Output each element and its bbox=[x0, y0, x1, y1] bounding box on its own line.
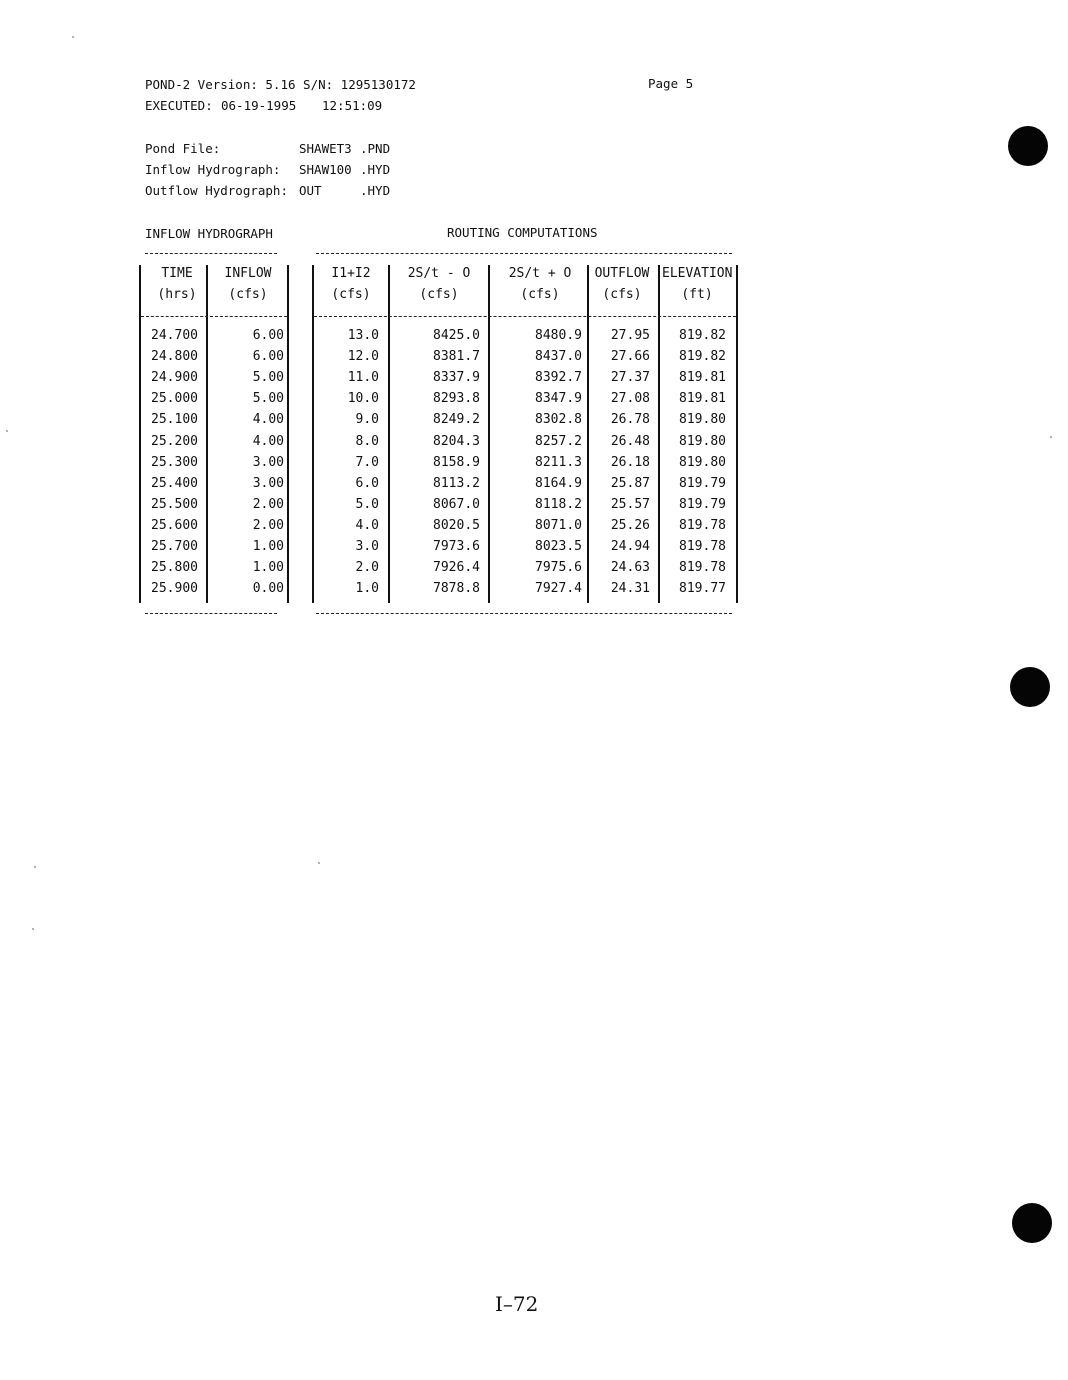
column-header: INFLOW bbox=[224, 266, 272, 281]
table-cell: 24.900 bbox=[151, 370, 198, 386]
table-cell: 819.82 bbox=[679, 328, 726, 343]
executed-label: EXECUTED: bbox=[145, 98, 213, 113]
column-header: ELEVATION bbox=[662, 266, 733, 281]
scan-speck bbox=[6, 430, 8, 432]
table-cell: 819.77 bbox=[679, 581, 726, 597]
table-cell: 10.0 bbox=[347, 391, 379, 407]
column-header: I1+I2 bbox=[331, 266, 371, 281]
table-cell: 26.18 bbox=[610, 454, 650, 470]
table-cell: 819.80 bbox=[679, 433, 726, 449]
punch-hole-middle bbox=[1010, 667, 1050, 707]
table-cell: 8249.2 bbox=[433, 412, 480, 428]
table-cell: 27.08 bbox=[610, 391, 650, 407]
table-cell: 24.31 bbox=[610, 581, 650, 597]
table-cell: 6.0 bbox=[355, 475, 379, 491]
table-cell: 26.78 bbox=[610, 412, 650, 428]
pond-file-name: SHAWET3 bbox=[299, 141, 352, 156]
table-cell: 7927.4 bbox=[535, 581, 582, 597]
scan-speck bbox=[1050, 436, 1052, 438]
table-cell: 5.0 bbox=[355, 496, 379, 512]
table-cell: 8425.0 bbox=[433, 328, 480, 343]
inflow-hydrograph-section-title: INFLOW HYDROGRAPH bbox=[145, 226, 273, 241]
punch-hole-bottom bbox=[1012, 1203, 1052, 1243]
table-cell: 8164.9 bbox=[535, 475, 582, 491]
column-unit: (cfs) bbox=[419, 287, 459, 302]
table-cell: 12.0 bbox=[347, 349, 379, 365]
table-cell: 3.0 bbox=[355, 539, 379, 554]
routing-computations-section-title: ROUTING COMPUTATIONS bbox=[447, 225, 598, 240]
column-header: TIME bbox=[161, 266, 193, 281]
table-cell: 25.200 bbox=[151, 433, 198, 449]
table-cell: 8480.9 bbox=[535, 328, 582, 343]
table-cell: 8020.5 bbox=[433, 517, 480, 533]
pond-file-label: Pond File: bbox=[145, 141, 221, 156]
rule-header-inflow bbox=[141, 316, 287, 317]
table-cell: 6.00 bbox=[252, 328, 284, 343]
table-cell: 2.00 bbox=[252, 517, 284, 533]
table-cell: 8302.8 bbox=[535, 412, 582, 428]
table-cell: 819.79 bbox=[679, 475, 726, 491]
table-cell: 8067.0 bbox=[433, 496, 480, 512]
scan-speck bbox=[34, 866, 36, 868]
table-cell: 25.87 bbox=[610, 475, 650, 491]
table-cell: 24.700 bbox=[151, 328, 198, 343]
table-cell: 25.26 bbox=[610, 517, 650, 533]
column-unit: (cfs) bbox=[331, 287, 371, 302]
table-cell: 25.500 bbox=[151, 496, 198, 512]
column-header: OUTFLOW bbox=[594, 266, 650, 281]
table-cell: 819.82 bbox=[679, 349, 726, 365]
table-cell: 819.81 bbox=[679, 370, 726, 386]
table-cell: 25.400 bbox=[151, 475, 198, 491]
table-cell: 7878.8 bbox=[433, 581, 480, 597]
table-cell: 819.80 bbox=[679, 412, 726, 428]
table-cell: 25.000 bbox=[151, 391, 198, 407]
table-cell: 4.00 bbox=[252, 412, 284, 428]
rule-header-routing bbox=[314, 316, 736, 317]
table-cell: 13.0 bbox=[347, 328, 379, 343]
table-cell: 8381.7 bbox=[433, 349, 480, 365]
table-cell: 8437.0 bbox=[535, 349, 582, 365]
column-unit: (hrs) bbox=[157, 287, 197, 302]
rule-top-routing bbox=[316, 253, 732, 254]
executed-time: 12:51:09 bbox=[322, 98, 383, 113]
table-cell: 26.48 bbox=[610, 433, 650, 449]
outflow-hydrograph-label: Outflow Hydrograph: bbox=[145, 183, 288, 198]
punch-hole-top bbox=[1008, 126, 1048, 166]
table-cell: 25.57 bbox=[610, 496, 650, 512]
rule-top-inflow bbox=[145, 253, 277, 254]
table-cell: 8257.2 bbox=[535, 433, 582, 449]
pond-file-ext: .PND bbox=[360, 141, 391, 156]
table-cell: 819.78 bbox=[679, 517, 726, 533]
table-cell: 8118.2 bbox=[535, 496, 582, 512]
table-cell: 8158.9 bbox=[433, 454, 480, 470]
table-cell: 24.800 bbox=[151, 349, 198, 365]
rule-bottom-routing bbox=[316, 613, 732, 614]
table-cell: 7926.4 bbox=[433, 560, 480, 576]
column-header: 2S/t + O bbox=[508, 266, 572, 281]
page-id: I–72 bbox=[495, 1292, 539, 1316]
table-cell: 7975.6 bbox=[535, 560, 582, 576]
table-cell: 9.0 bbox=[355, 412, 379, 428]
table-cell: 4.00 bbox=[252, 433, 284, 449]
version-line: POND-2 Version: 5.16 S/N: 1295130172 bbox=[145, 77, 416, 92]
column-unit: (cfs) bbox=[520, 287, 560, 302]
column-divider bbox=[736, 265, 738, 603]
table-cell: 7973.6 bbox=[433, 539, 480, 554]
scan-speck bbox=[32, 928, 34, 930]
table-cell: 8113.2 bbox=[433, 475, 480, 491]
table-cell: 27.37 bbox=[610, 370, 650, 386]
scan-speck bbox=[318, 862, 320, 864]
table-cell: 27.95 bbox=[610, 328, 650, 343]
table-cell: 7.0 bbox=[355, 454, 379, 470]
column-header: 2S/t - O bbox=[407, 266, 471, 281]
outflow-hydrograph-name: OUT bbox=[299, 183, 322, 198]
table-cell: 4.0 bbox=[355, 517, 379, 533]
rule-bottom-inflow bbox=[145, 613, 277, 614]
table-cell: 2.0 bbox=[355, 560, 379, 576]
table-cell: 25.800 bbox=[151, 560, 198, 576]
table-cell: 8293.8 bbox=[433, 391, 480, 407]
table-cell: 1.00 bbox=[252, 560, 284, 576]
table-cell: 6.00 bbox=[252, 349, 284, 365]
table-cell: 27.66 bbox=[610, 349, 650, 365]
table-cell: 5.00 bbox=[252, 370, 284, 386]
table-cell: 8347.9 bbox=[535, 391, 582, 407]
column-unit: (cfs) bbox=[228, 287, 268, 302]
table-cell: 25.100 bbox=[151, 412, 198, 428]
table-cell: 25.700 bbox=[151, 539, 198, 554]
table-cell: 5.00 bbox=[252, 391, 284, 407]
table-cell: 8337.9 bbox=[433, 370, 480, 386]
table-cell: 8211.3 bbox=[535, 454, 582, 470]
inflow-hydrograph-label: Inflow Hydrograph: bbox=[145, 162, 281, 177]
table-cell: 24.94 bbox=[610, 539, 650, 554]
page-number: Page 5 bbox=[648, 76, 694, 91]
table-cell: 8.0 bbox=[355, 433, 379, 449]
table-cell: 0.00 bbox=[252, 581, 284, 597]
table-cell: 819.78 bbox=[679, 539, 726, 554]
table-cell: 3.00 bbox=[252, 454, 284, 470]
inflow-hydrograph-name: SHAW100 bbox=[299, 162, 352, 177]
table-cell: 819.79 bbox=[679, 496, 726, 512]
table-cell: 25.900 bbox=[151, 581, 198, 597]
table-cell: 11.0 bbox=[347, 370, 379, 386]
column-unit: (ft) bbox=[681, 287, 713, 302]
table-cell: 3.00 bbox=[252, 475, 284, 491]
table-cell: 8204.3 bbox=[433, 433, 480, 449]
inflow-hydrograph-ext: .HYD bbox=[360, 162, 391, 177]
table-cell: 25.300 bbox=[151, 454, 198, 470]
table-cell: 819.78 bbox=[679, 560, 726, 576]
table-cell: 25.600 bbox=[151, 517, 198, 533]
table-cell: 819.81 bbox=[679, 391, 726, 407]
table-cell: 2.00 bbox=[252, 496, 284, 512]
table-cell: 8392.7 bbox=[535, 370, 582, 386]
table-cell: 819.80 bbox=[679, 454, 726, 470]
outflow-hydrograph-ext: .HYD bbox=[360, 183, 391, 198]
table-cell: 1.0 bbox=[355, 581, 379, 597]
table-cell: 1.00 bbox=[252, 539, 284, 554]
table-cell: 24.63 bbox=[610, 560, 650, 576]
executed-date: 06-19-1995 bbox=[221, 98, 297, 113]
scan-speck bbox=[72, 36, 74, 38]
column-unit: (cfs) bbox=[602, 287, 642, 302]
table-cell: 8023.5 bbox=[535, 539, 582, 554]
table-cell: 8071.0 bbox=[535, 517, 582, 533]
